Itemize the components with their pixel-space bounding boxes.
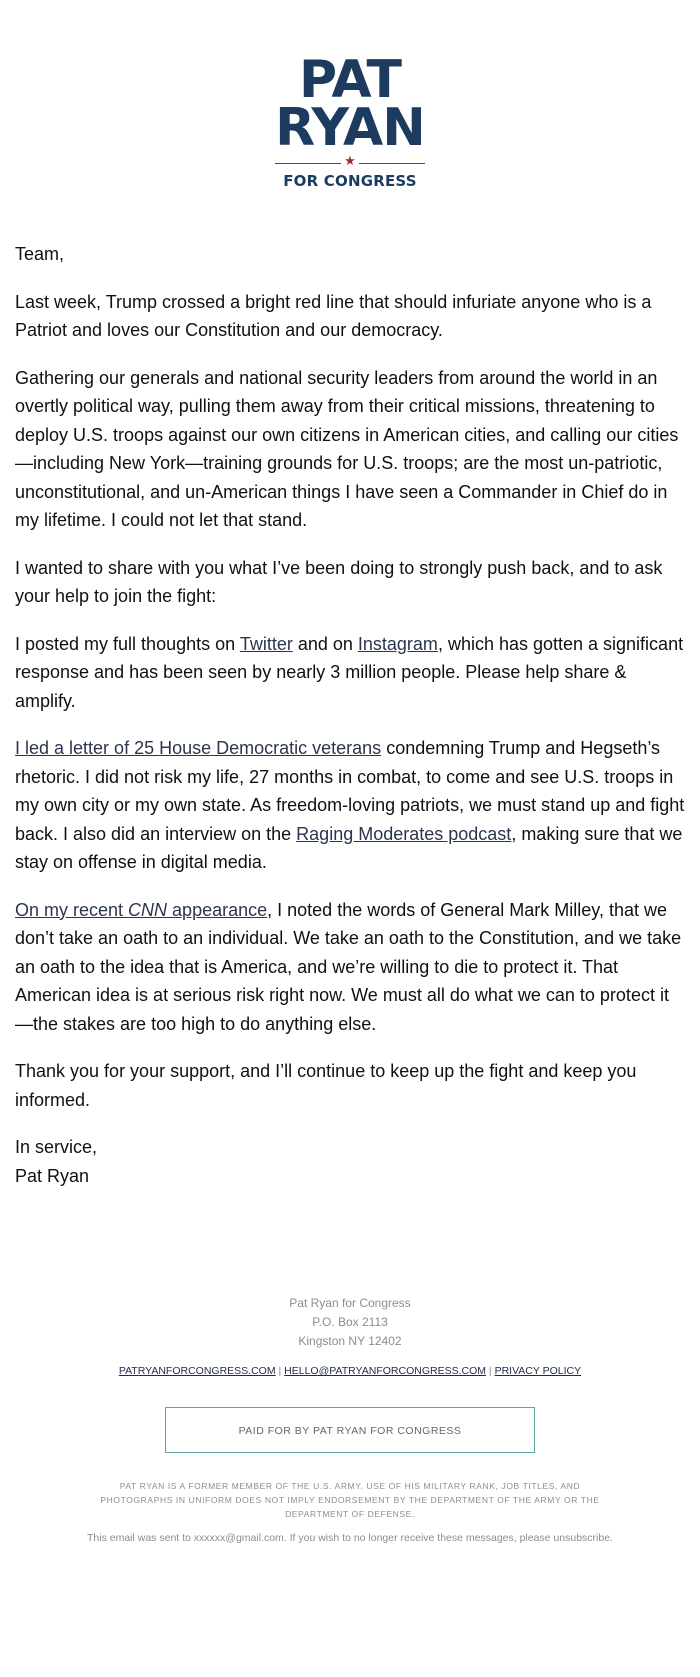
campaign-logo xyxy=(0,50,700,190)
instagram-link[interactable]: Instagram xyxy=(357,633,438,654)
logo-rule-right xyxy=(359,163,425,164)
paragraph-6-text: , I noted the words of General Mark Milley, that we don’t take an oath to an individual. We take an oath to the Constitution, and we take an oath to the idea that is America, and we’re willing to die to protect it. That American idea is at serious risk right now. We must all do what we can to protect it —the stakes are too high to do anything else. xyxy=(15,899,682,1034)
letter-body xyxy=(15,240,690,1209)
podcast-link[interactable]: Raging Moderates podcast xyxy=(296,823,512,844)
link-separator: | xyxy=(275,1365,285,1377)
paragraph-5-text-b: , making sure that we stay on offense in digital media. xyxy=(15,823,683,872)
website-link[interactable]: PATRYANFORCONGRESS.COM xyxy=(118,1365,276,1377)
paragraph-1: Last week, Trump crossed a bright red line that should infuriate anyone who is a Patriot and loves our Constitution and our democracy. xyxy=(15,291,652,340)
paragraph-4 xyxy=(15,630,690,716)
paragraph-6 xyxy=(15,896,690,1039)
footer-links xyxy=(0,1365,700,1377)
paragraph-5 xyxy=(15,734,690,877)
military-disclaimer: PAT RYAN IS A FORMER MEMBER OF THE U.S. ARMY. USE OF HIS MILITARY RANK, JOB TITLES, AND PHOTOGRAPHS IN UNIFORM DOES NOT IMPLY ENDORSEMENT BY THE DEPARTMENT OF THE ARMY OR THE DEPARTMENT OF DEFENSE. xyxy=(100,1481,600,1519)
link-separator: | xyxy=(486,1365,495,1377)
greeting: Team, xyxy=(15,244,65,264)
cnn-link-em: CNN xyxy=(128,899,168,920)
paragraph-4-text-b: and on xyxy=(292,633,358,654)
cnn-link-text-b: appearance xyxy=(167,899,268,920)
address-block xyxy=(0,1294,700,1351)
address-line-3: Kingston NY 12402 xyxy=(298,1334,402,1348)
paragraph-5-text-a: condemning Trump and Hegseth’s rhetoric. I did not risk my life, 27 months in combat, to come and see U.S. troops in my own city or my own state. As freedom-loving patriots, we must stand up and fight back. I also did an interview on the xyxy=(15,738,685,844)
twitter-link[interactable]: Twitter xyxy=(239,633,293,654)
signature: Pat Ryan xyxy=(15,1165,90,1186)
star-icon: ★ xyxy=(344,154,356,169)
footer xyxy=(0,1294,700,1545)
unsubscribe-notice: This email was sent to xxxxxx@gmail.com. If you wish to no longer receive these messages, please unsubscribe. xyxy=(87,1532,613,1544)
address-line-1: Pat Ryan for Congress xyxy=(289,1296,411,1310)
privacy-policy-link[interactable]: PRIVACY POLICY xyxy=(494,1365,582,1377)
cnn-link-text-a: On my recent xyxy=(15,899,129,920)
signoff xyxy=(15,1133,690,1190)
email-link[interactable]: HELLO@PATRYANFORCONGRESS.COM xyxy=(284,1365,486,1377)
paragraph-7: Thank you for your support, and I’ll continue to keep up the fight and keep you informed. xyxy=(15,1061,637,1110)
paragraph-3: I wanted to share with you what I’ve been doing to strongly push back, and to ask your help to join the fight: xyxy=(15,557,663,606)
paragraph-4-text-c: , which has gotten a significant response and has been seen by nearly 3 million people. Please help share & amplify. xyxy=(15,633,684,711)
logo-line-2: RYAN xyxy=(275,98,425,158)
closing: In service, xyxy=(15,1137,98,1157)
logo-subtitle: FOR CONGRESS xyxy=(283,172,417,190)
logo-line-1: PAT xyxy=(298,50,401,110)
cnn-appearance-link[interactable] xyxy=(15,900,267,920)
paragraph-2: Gathering our generals and national security leaders from around the world in an overtly political way, pulling them away from their critical missions, threatening to deploy U.S. troops against our own citizens in American cities, and calling our cities —including New York—training grounds for U.S. troops; are the most un-patriotic, unconstitutional, and un-American things I have seen a Commander in Chief do in my lifetime. I could not let that stand. xyxy=(15,367,679,530)
address-line-2: P.O. Box 2113 xyxy=(312,1315,388,1329)
veterans-letter-link[interactable]: I led a letter of 25 House Democratic veterans xyxy=(15,738,382,758)
paragraph-4-text-a: I posted my full thoughts on xyxy=(15,633,240,654)
logo-rule xyxy=(275,156,425,170)
paid-for-box: PAID FOR BY PAT RYAN FOR CONGRESS xyxy=(165,1407,535,1453)
